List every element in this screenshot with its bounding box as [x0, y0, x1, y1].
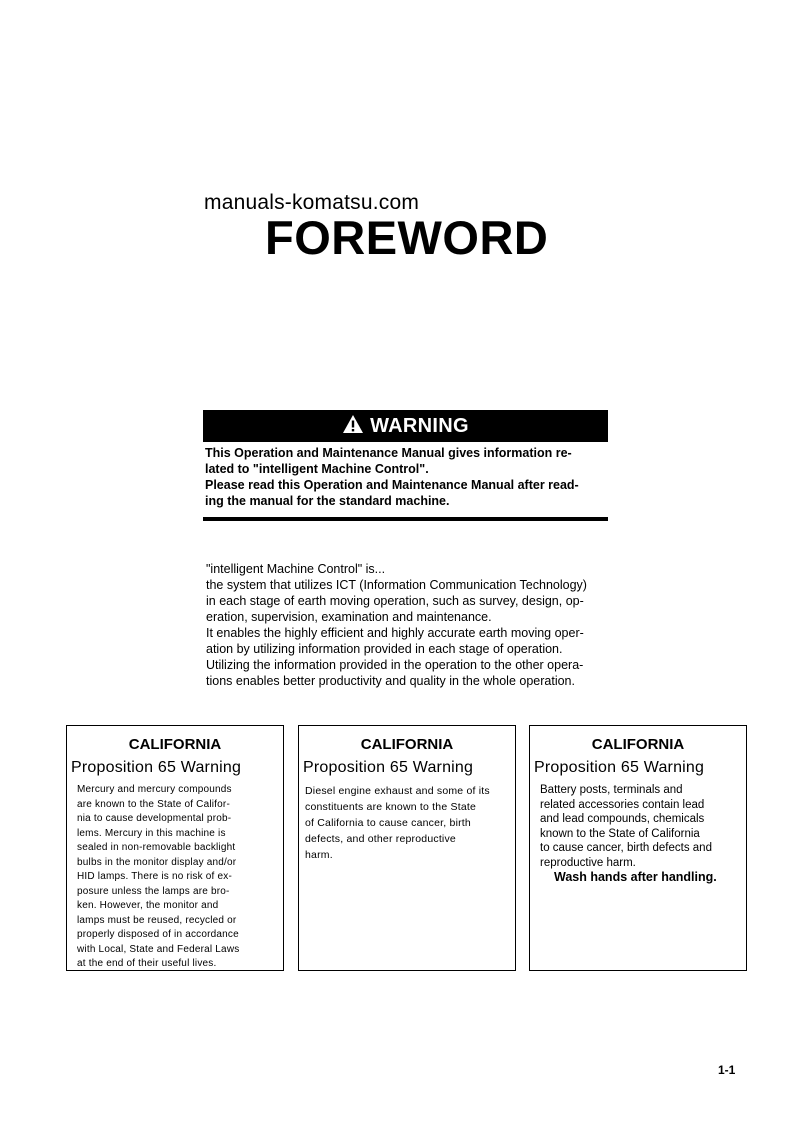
warning-header — [203, 410, 608, 442]
proposition-65-heading: Proposition 65 Warning — [303, 759, 474, 776]
proposition-65-heading: Proposition 65 Warning — [71, 759, 242, 776]
california-line: posure unless the lamps are bro- — [77, 885, 230, 897]
california-warning-battery — [529, 725, 747, 971]
california-line: HID lamps. There is no risk of ex- — [77, 871, 232, 882]
california-line: lems. Mercury in this machine is — [77, 827, 226, 839]
california-line: Diesel engine exhaust and some of its — [305, 785, 490, 797]
warning-triangle-icon — [342, 414, 364, 439]
california-line: nia to cause developmental prob- — [77, 813, 232, 824]
california-title: CALIFORNIA — [360, 736, 454, 753]
california-text — [77, 783, 277, 972]
california-line: of California to cause cancer, birth — [305, 817, 471, 829]
california-line: are known to the State of Califor- — [77, 798, 230, 810]
warning-rule — [203, 517, 608, 521]
intro-line: in each stage of earth moving operation, such as survey, design, op- — [206, 594, 584, 608]
intro-paragraph — [206, 561, 606, 689]
intro-line: eration, supervision, examination and maintenance. — [206, 610, 492, 624]
warning-line: ing the manual for the standard machine. — [205, 494, 450, 508]
california-line: harm. — [305, 849, 333, 861]
warning-line: lated to "intelligent Machine Control". — [205, 462, 429, 476]
intro-line: Utilizing the information provided in the operation to the other opera- — [206, 658, 584, 672]
california-line: Mercury and mercury compounds — [77, 784, 232, 795]
california-line: Battery posts, terminals and — [540, 784, 683, 796]
california-line: with Local, State and Federal Laws — [77, 943, 240, 955]
california-text — [540, 783, 740, 885]
page-title: FOREWORD — [265, 211, 549, 264]
california-line: sealed in non-removable backlight — [77, 842, 236, 853]
california-line: defects, and other reproductive — [305, 833, 456, 845]
california-text — [305, 783, 509, 863]
california-line: constituents are known to the State — [305, 801, 477, 813]
california-title: CALIFORNIA — [591, 736, 685, 753]
california-line: known to the State of California — [540, 827, 700, 840]
california-line: ken. However, the monitor and — [77, 900, 219, 911]
site-url: manuals-komatsu.com — [204, 191, 420, 214]
warning-line: Please read this Operation and Maintenance Manual after read- — [205, 478, 579, 492]
california-line: related accessories contain lead — [540, 798, 705, 811]
california-line: lamps must be reused, recycled or — [77, 914, 237, 926]
california-line: to cause cancer, birth defects and — [540, 842, 712, 854]
california-line: properly disposed of in accordance — [77, 929, 239, 940]
california-warning-diesel — [298, 725, 516, 971]
wash-hands-notice: Wash hands after handling. — [554, 870, 717, 884]
california-line: at the end of their useful lives. — [77, 958, 217, 969]
california-line: and lead compounds, chemicals — [540, 813, 705, 825]
page-number: 1-1 — [718, 1063, 736, 1077]
california-warning-mercury — [66, 725, 284, 971]
intro-line: tions enables better productivity and quality in the whole operation. — [206, 674, 575, 688]
intro-line: ation by utilizing information provided in each stage of operation. — [206, 642, 563, 656]
intro-line: "intelligent Machine Control" is... — [206, 562, 386, 576]
warning-box — [203, 410, 608, 521]
warning-line: This Operation and Maintenance Manual gives information re- — [205, 446, 572, 460]
california-line: reproductive harm. — [540, 856, 636, 869]
proposition-65-heading: Proposition 65 Warning — [534, 759, 705, 776]
intro-line: the system that utilizes ICT (Information Communication Technology) — [206, 578, 587, 592]
warning-text — [203, 442, 608, 509]
california-line: bulbs in the monitor display and/or — [77, 856, 237, 868]
california-title: CALIFORNIA — [128, 736, 222, 753]
intro-line: It enables the highly efficient and highly accurate earth moving oper- — [206, 626, 584, 640]
warning-label: WARNING — [370, 414, 469, 437]
